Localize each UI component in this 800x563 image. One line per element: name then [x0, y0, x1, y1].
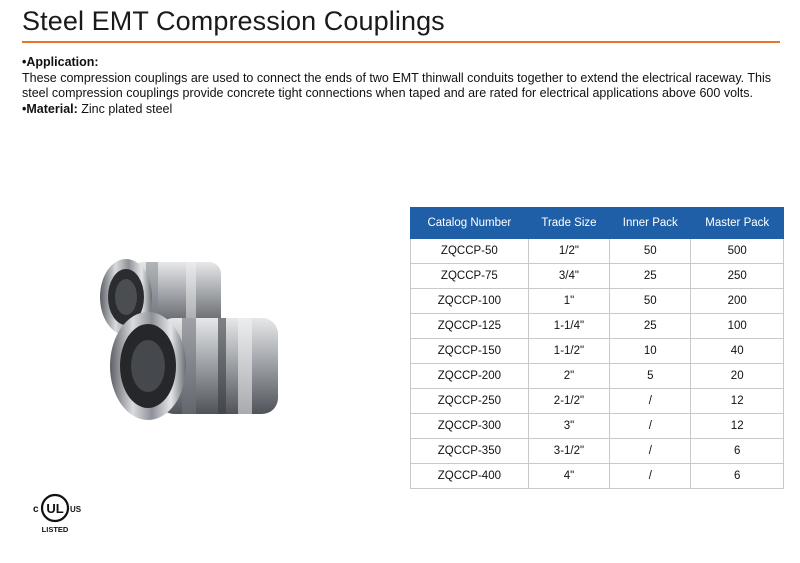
- cell-inner-pack: 10: [610, 339, 691, 364]
- cell-inner-pack: 25: [610, 314, 691, 339]
- cell-master-pack: 200: [691, 289, 784, 314]
- description-block: [22, 55, 782, 117]
- ul-mark-ul: UL: [46, 501, 64, 516]
- cell-trade-size: 2": [528, 364, 609, 389]
- cell-master-pack: 20: [691, 364, 784, 389]
- cell-master-pack: 100: [691, 314, 784, 339]
- cell-catalog-number: ZQCCP-300: [411, 414, 529, 439]
- cell-inner-pack: /: [610, 439, 691, 464]
- cell-inner-pack: 50: [610, 289, 691, 314]
- cell-inner-pack: /: [610, 414, 691, 439]
- cell-catalog-number: ZQCCP-75: [411, 264, 529, 289]
- ul-mark-c: c: [33, 504, 39, 515]
- material-line: [22, 102, 782, 118]
- cell-trade-size: 2-1/2": [528, 389, 609, 414]
- cell-trade-size: 3-1/2": [528, 439, 609, 464]
- cell-master-pack: 40: [691, 339, 784, 364]
- header-inner-pack: Inner Pack: [610, 208, 691, 239]
- cell-inner-pack: 50: [610, 239, 691, 264]
- cell-trade-size: 1": [528, 289, 609, 314]
- ul-mark-listed: LISTED: [41, 525, 69, 534]
- cell-catalog-number: ZQCCP-50: [411, 239, 529, 264]
- table-row: [411, 389, 784, 414]
- cell-trade-size: 4": [528, 464, 609, 489]
- coupling-product-photo: [78, 250, 288, 450]
- cell-trade-size: 1-1/2": [528, 339, 609, 364]
- title-underline: [22, 41, 780, 43]
- cell-trade-size: 1-1/4": [528, 314, 609, 339]
- table-row: [411, 339, 784, 364]
- cell-catalog-number: ZQCCP-400: [411, 464, 529, 489]
- page-title: Steel EMT Compression Couplings: [22, 6, 445, 36]
- application-label: •Application:: [22, 55, 99, 69]
- cell-trade-size: 3/4": [528, 264, 609, 289]
- application-text: These compression couplings are used to connect the ends of two EMT thinwall conduits together to extend the electrical raceway. This steel compression couplings provide concrete tight connections when taped and are rated for electrical applications above 600 volts.: [22, 70, 772, 100]
- table-row: [411, 414, 784, 439]
- ul-listed-mark: [30, 488, 92, 536]
- table-row: [411, 264, 784, 289]
- product-spec-table: [410, 207, 784, 489]
- cell-inner-pack: 25: [610, 264, 691, 289]
- cell-catalog-number: ZQCCP-350: [411, 439, 529, 464]
- cell-master-pack: 12: [691, 414, 784, 439]
- table-row: [411, 464, 784, 489]
- cell-master-pack: 6: [691, 439, 784, 464]
- material-text: Zinc plated steel: [77, 101, 173, 116]
- cell-inner-pack: 5: [610, 364, 691, 389]
- header-master-pack: Master Pack: [691, 208, 784, 239]
- cell-catalog-number: ZQCCP-150: [411, 339, 529, 364]
- cell-trade-size: 3": [528, 414, 609, 439]
- cell-catalog-number: ZQCCP-250: [411, 389, 529, 414]
- material-label: •Material:: [22, 101, 78, 116]
- cell-inner-pack: /: [610, 464, 691, 489]
- cell-trade-size: 1/2": [528, 239, 609, 264]
- cell-catalog-number: ZQCCP-100: [411, 289, 529, 314]
- cell-master-pack: 6: [691, 464, 784, 489]
- header-catalog-number: Catalog Number: [411, 208, 529, 239]
- cell-catalog-number: ZQCCP-125: [411, 314, 529, 339]
- table-row: [411, 364, 784, 389]
- header-trade-size: Trade Size: [528, 208, 609, 239]
- table-header-row: [411, 208, 784, 239]
- cell-master-pack: 12: [691, 389, 784, 414]
- ul-mark-us: US: [70, 505, 82, 514]
- table-row: [411, 439, 784, 464]
- cell-catalog-number: ZQCCP-200: [411, 364, 529, 389]
- table-row: [411, 289, 784, 314]
- cell-inner-pack: /: [610, 389, 691, 414]
- cell-master-pack: 500: [691, 239, 784, 264]
- cell-master-pack: 250: [691, 264, 784, 289]
- table-row: [411, 239, 784, 264]
- coupling-front: [110, 312, 278, 420]
- table-row: [411, 314, 784, 339]
